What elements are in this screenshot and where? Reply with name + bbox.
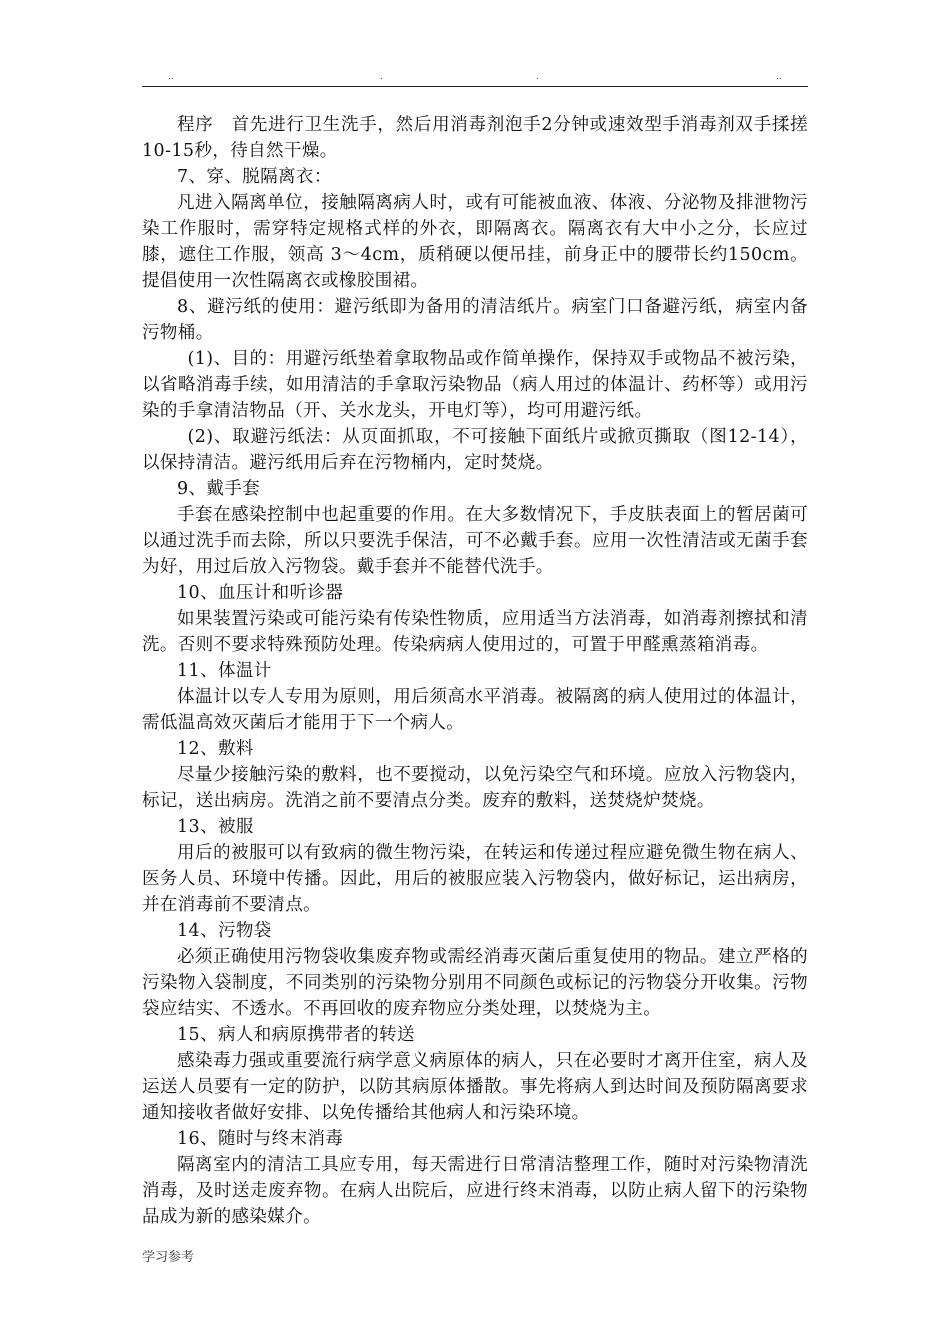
body-paragraph: 如果装置污染或可能污染有传染性物质，应用适当方法消毒，如消毒剂擦拭和清洗。否则不要求特殊预防处理。传染病病人使用过的，可置于甲醛熏蒸箱消毒。: [142, 609, 808, 655]
section-heading: 11、体温计: [177, 661, 272, 681]
section-heading: 12、敷料: [177, 739, 254, 759]
body-paragraph: 感染毒力强或重要流行病学意义病原体的病人，只在必要时才离开住室，病人及运送人员要有一定的防护，以防其病原体播散。事先将病人到达时间及预防隔离要求通知接收者做好安排、以免传播给其他病人和污染环境。: [142, 1051, 808, 1123]
section-heading: 10、血压计和听诊器: [177, 583, 344, 603]
header-marks: [142, 72, 808, 84]
body-paragraph: 手套在感染控制中也起重要的作用。在大多数情况下，手皮肤表面上的暂居菌可以通过洗手而去除，所以只要洗手保洁，可不必戴手套。应用一次性清洁或无菌手套为好，用过后放入污物袋。戴手套并不能替代洗手。: [142, 505, 808, 577]
body-paragraph: 用后的被服可以有致病的微生物污染，在转运和传递过程应避免微生物在病人、医务人员、环境中传播。因此，用后的被服应装入污物袋内，做好标记，运出病房，并在消毒前不要清点。: [142, 843, 808, 915]
header-mark-4: ..: [776, 72, 782, 82]
section-heading: 7、穿、脱隔离衣：: [177, 167, 332, 187]
section-heading: 16、随时与终末消毒: [177, 1129, 344, 1149]
body-paragraph: 程序 首先进行卫生洗手，然后用消毒剂泡手2分钟或速效型手消毒剂双手揉搓10-15秒，待自然干燥。: [142, 115, 808, 161]
section-heading: 13、被服: [177, 817, 254, 837]
body-paragraph: 必须正确使用污物袋收集废弃物或需经消毒灭菌后重复使用的物品。建立严格的污染物入袋制度，不同类别的污染物分别用不同颜色或标记的污物袋分开收集。污物袋应结实、不透水。不再回收的废弃物应分类处理，以焚烧为主。: [142, 947, 808, 1019]
section-heading: 15、病人和病原携带者的转送: [177, 1025, 415, 1045]
body-paragraph: 体温计以专人专用为原则，用后须高水平消毒。被隔离的病人使用过的体温计，需低温高效灭菌后才能用于下一个病人。: [142, 687, 808, 733]
body-paragraph: (2)、取避污纸法：从页面抓取，不可接触下面纸片或掀页撕取（图12-14），以保持清洁。避污纸用后弃在污物桶内，定时焚烧。: [142, 427, 808, 473]
document-body: [142, 112, 808, 1230]
body-paragraph: (1)、目的：用避污纸垫着拿取物品或作简单操作，保持双手或物品不被污染，以省略消毒手续，如用清洁的手拿取污染物品（病人用过的体温计、药杯等）或用污染的手拿清洁物品（开、关水龙头，开电灯等），均可用避污纸。: [142, 349, 808, 421]
header-mark-3: .: [536, 72, 539, 82]
body-paragraph: 凡进入隔离单位，接触隔离病人时，或有可能被血液、体液、分泌物及排泄物污染工作服时，需穿特定规格式样的外衣，即隔离衣。隔离衣有大中小之分，长应过膝，遮住工作服，领高 3～4cm，质稍硬以便吊挂，前身正中的腰带长约150cm。提倡使用一次性隔离衣或橡胶围裙。: [142, 193, 808, 291]
section-heading: 8、避污纸的使用：避污纸即为备用的清洁纸片。病室门口备避污纸，病室内备污物桶。: [142, 297, 808, 343]
section-heading: 14、污物袋: [177, 921, 272, 941]
header-mark-2: .: [380, 72, 383, 82]
page-footer: 学习参考: [142, 1250, 195, 1265]
body-paragraph: 隔离室内的清洁工具应专用，每天需进行日常清洁整理工作，随时对污染物清洗消毒，及时送走废弃物。在病人出院后，应进行终末消毒，以防止病人留下的污染物品成为新的感染媒介。: [142, 1155, 808, 1227]
body-paragraph: 尽量少接触污染的敷料，也不要搅动，以免污染空气和环境。应放入污物袋内，标记，送出病房。洗消之前不要清点分类。废弃的敷料，送焚烧炉焚烧。: [142, 765, 808, 811]
section-heading: 9、戴手套: [177, 479, 261, 499]
header-rule: [142, 86, 808, 87]
header-mark-1: ..: [168, 72, 174, 82]
